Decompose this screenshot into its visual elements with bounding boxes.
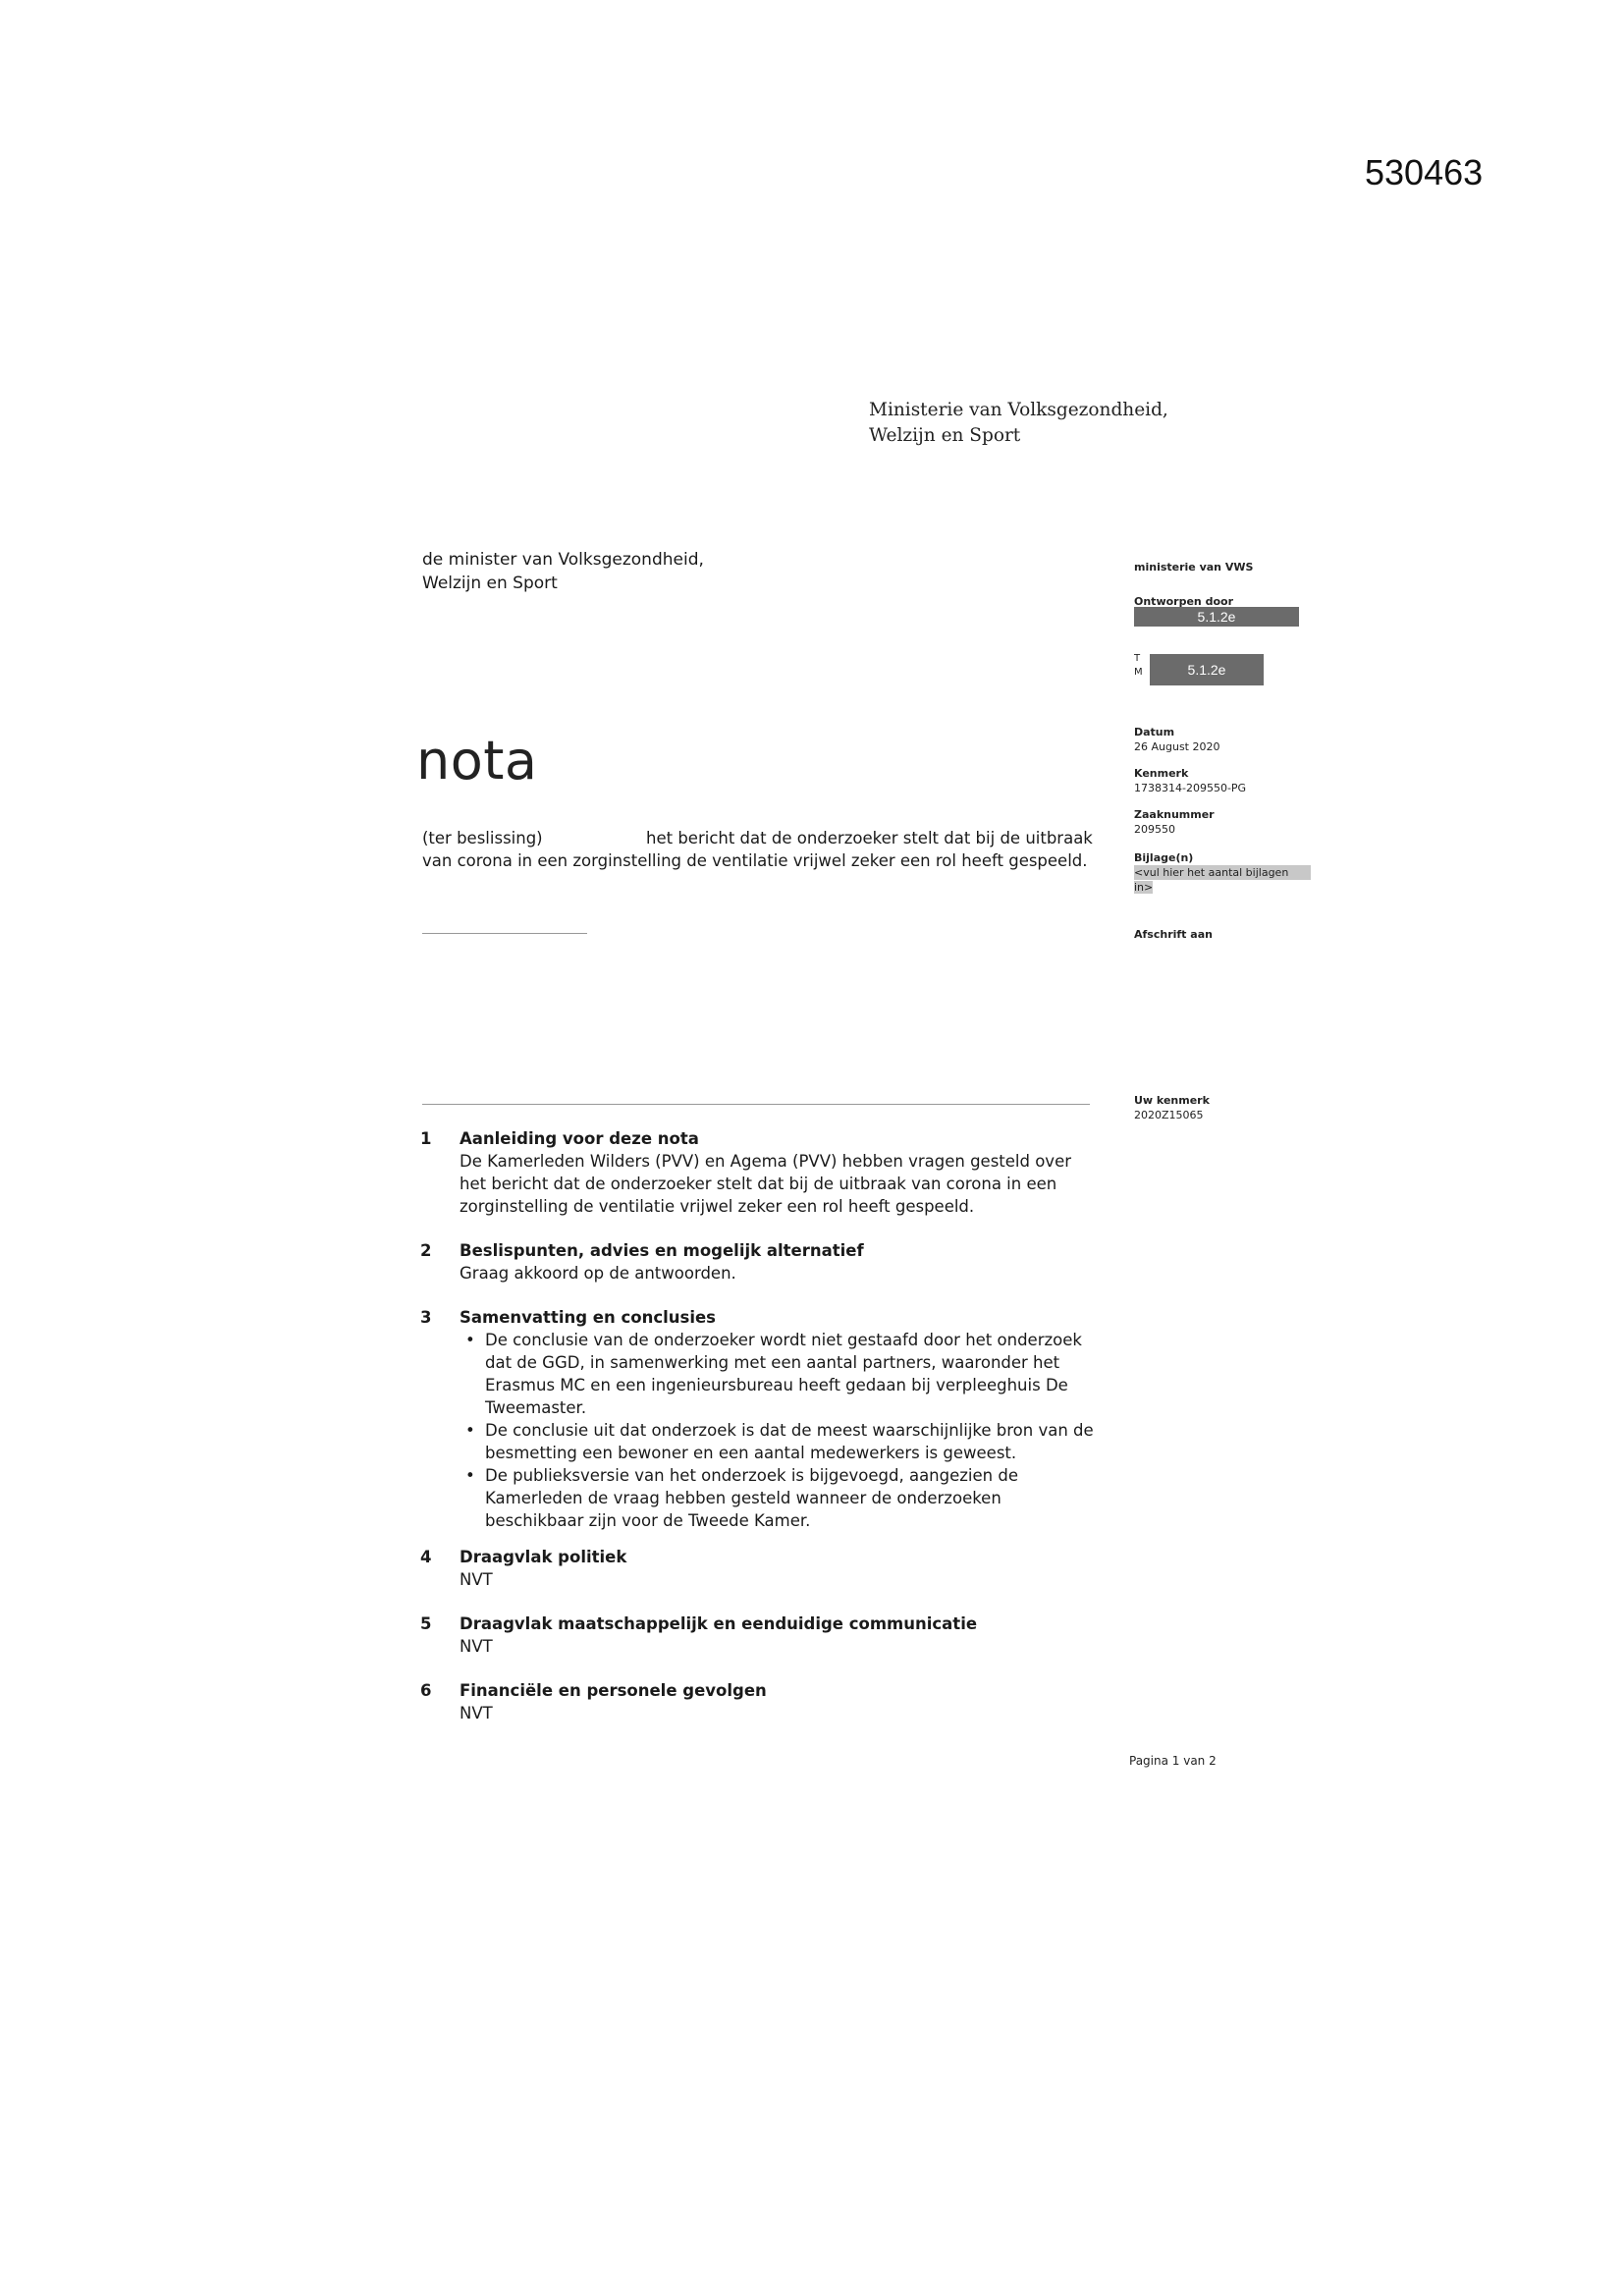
bijlage-label: Bijlage(n) — [1134, 851, 1194, 864]
t-label: T — [1134, 653, 1141, 664]
section-title: Financiële en personele gevolgen — [460, 1681, 767, 1700]
list-item-line: besmetting een bewoner en een aantal medewerkers is geweest. — [485, 1444, 1017, 1462]
recipient — [422, 548, 704, 595]
uwkenmerk-value: 2020Z15065 — [1134, 1109, 1204, 1121]
section-line: zorginstelling de ventilatie vrijwel zeker een rol heeft gespeeld. — [460, 1197, 975, 1216]
list-item-line: Kamerleden de vraag hebben gesteld wanneer de onderzoeken — [485, 1489, 1001, 1507]
section-number: 1 — [420, 1129, 432, 1148]
section-line: NVT — [460, 1637, 493, 1656]
section-2 — [420, 1239, 1117, 1285]
subject-line-2: van corona in een zorginstelling de ventilatie vrijwel zeker een rol heeft gespeeld. — [422, 851, 1088, 870]
sidebar-datum — [1134, 725, 1219, 754]
afschrift-label: Afschrift aan — [1134, 928, 1213, 941]
document-title: nota — [416, 730, 538, 792]
tm-redaction: 5.1.2e — [1150, 654, 1264, 685]
list-item-line: • De conclusie van de onderzoeker wordt niet gestaafd door het onderzoek — [485, 1331, 1082, 1349]
divider-long — [422, 1104, 1090, 1105]
section-title: Aanleiding voor deze nota — [460, 1129, 699, 1148]
datum-value: 26 August 2020 — [1134, 740, 1220, 753]
zaak-label: Zaaknummer — [1134, 808, 1215, 821]
section-number: 6 — [420, 1681, 432, 1700]
ontworpen-label: Ontworpen door — [1134, 595, 1233, 608]
section-number: 4 — [420, 1548, 432, 1566]
list-item-line: Erasmus MC en een ingenieursbureau heeft gedaan bij verpleeghuis De — [485, 1376, 1068, 1394]
section-1 — [420, 1127, 1117, 1218]
bijlage-placeholder-1: <vul hier het aantal bijlagen — [1134, 865, 1311, 880]
subject-line-1: het bericht dat de onderzoeker stelt dat bij de uitbraak — [646, 829, 1093, 847]
section-title: Samenvatting en conclusies — [460, 1308, 716, 1327]
zaak-value: 209550 — [1134, 823, 1175, 836]
section-title: Draagvlak politiek — [460, 1548, 627, 1566]
section-number: 5 — [420, 1614, 432, 1633]
subject — [422, 827, 1114, 872]
list-item-line: dat de GGD, in samenwerking met een aantal partners, waaronder het — [485, 1353, 1060, 1372]
datum-label: Datum — [1134, 726, 1175, 738]
sidebar-bijlage — [1134, 850, 1311, 895]
ministry-line-2: Welzijn en Sport — [869, 425, 1021, 446]
m-label: M — [1134, 667, 1143, 678]
list-item — [485, 1419, 1117, 1464]
kenmerk-label: Kenmerk — [1134, 767, 1189, 780]
section-line: NVT — [460, 1704, 493, 1722]
ontworpen-redaction: 5.1.2e — [1134, 607, 1299, 627]
sidebar-tm-labels — [1134, 652, 1143, 680]
divider-short — [422, 933, 587, 934]
section-line: NVT — [460, 1570, 493, 1589]
recipient-line-1: de minister van Volksgezondheid, — [422, 550, 704, 570]
ministry-logo-text — [869, 398, 1168, 449]
sidebar-afschrift — [1134, 927, 1213, 942]
list-item — [485, 1329, 1117, 1419]
bijlage-placeholder-2: in> — [1134, 881, 1154, 894]
section-number: 2 — [420, 1241, 432, 1260]
document-number: 530463 — [1365, 152, 1484, 192]
sidebar-kenmerk — [1134, 766, 1246, 795]
subject-tag: (ter beslissing) — [422, 829, 543, 847]
section-title: Draagvlak maatschappelijk en eenduidige communicatie — [460, 1614, 978, 1633]
section-6 — [420, 1679, 1117, 1724]
section-line: het bericht dat de onderzoeker stelt dat bij de uitbraak van corona in een — [460, 1175, 1057, 1193]
list-item — [485, 1464, 1117, 1532]
list-item-line: beschikbaar zijn voor de Tweede Kamer. — [485, 1511, 811, 1530]
section-5 — [420, 1613, 1117, 1658]
section-title: Beslispunten, advies en mogelijk alternatief — [460, 1241, 864, 1260]
list-item-line: Tweemaster. — [485, 1398, 587, 1417]
section-4 — [420, 1546, 1117, 1591]
list-item-line: • De conclusie uit dat onderzoek is dat de meest waarschijnlijke bron van de — [485, 1421, 1094, 1440]
sidebar-org-label: ministerie van VWS — [1134, 561, 1254, 574]
sidebar-ontworpen — [1134, 594, 1299, 627]
page-number: Pagina 1 van 2 — [1129, 1754, 1217, 1768]
kenmerk-value: 1738314-209550-PG — [1134, 782, 1247, 794]
section-line: Graag akkoord op de antwoorden. — [460, 1264, 736, 1283]
recipient-line-2: Welzijn en Sport — [422, 574, 558, 593]
sidebar-org — [1134, 560, 1253, 574]
sidebar-zaak — [1134, 807, 1215, 837]
conclusions-list — [460, 1329, 1117, 1532]
section-number: 3 — [420, 1308, 432, 1327]
sidebar-uwkenmerk — [1134, 1093, 1210, 1122]
section-3 — [420, 1306, 1117, 1532]
ministry-line-1: Ministerie van Volksgezondheid, — [869, 400, 1168, 420]
list-item-line: • De publieksversie van het onderzoek is bijgevoegd, aangezien de — [485, 1466, 1018, 1485]
section-line: De Kamerleden Wilders (PVV) en Agema (PVV) hebben vragen gesteld over — [460, 1152, 1072, 1171]
uwkenmerk-label: Uw kenmerk — [1134, 1094, 1210, 1107]
